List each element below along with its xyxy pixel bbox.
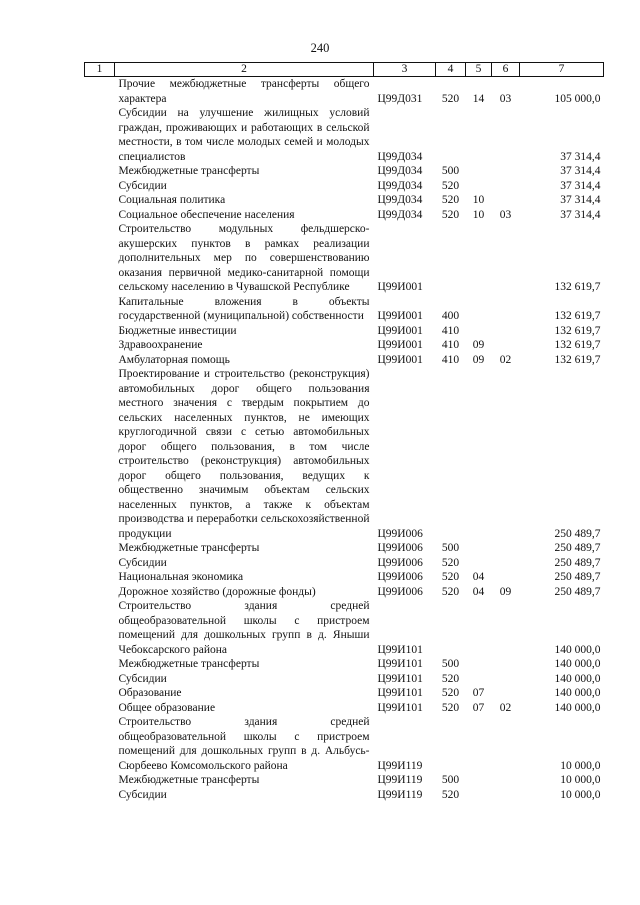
row-number-cell — [85, 686, 115, 701]
row-vr-cell: 500 — [441, 658, 460, 670]
row-vr-cell — [436, 367, 466, 541]
budget-table — [84, 62, 604, 802]
row-rz-cell: 04 — [472, 585, 485, 598]
table-row — [85, 715, 604, 773]
table-row — [85, 788, 604, 803]
table-body — [85, 77, 604, 803]
row-sum-cell: 140 000,0 — [554, 643, 601, 656]
row-number-cell — [85, 338, 115, 353]
row-code-cell: Ц99И101 — [377, 687, 423, 699]
row-sum-cell: 250 489,7 — [554, 556, 601, 569]
table-row — [85, 222, 604, 295]
header-col-7: 7 — [520, 63, 604, 77]
row-number-cell — [85, 773, 115, 788]
table-row — [85, 672, 604, 687]
table-row — [85, 367, 604, 541]
row-rz-cell — [466, 222, 492, 295]
row-code-cell: Ц99Д031 — [377, 92, 423, 105]
row-code-cell: Ц99Д034 — [377, 194, 423, 206]
row-number-cell — [85, 599, 115, 657]
row-code-cell: Ц99Д034 — [377, 150, 423, 163]
row-name-cell: Субсидии — [118, 179, 167, 192]
row-rz-cell — [466, 164, 492, 179]
row-sum-cell: 132 619,7 — [554, 353, 601, 366]
row-sum-cell: 140 000,0 — [554, 672, 601, 685]
row-name-cell: Межбюджетные трансферты — [118, 542, 260, 554]
row-vr-cell: 520 — [441, 585, 460, 598]
row-vr-cell: 410 — [441, 353, 460, 366]
row-number-cell — [85, 556, 115, 571]
row-sum-cell: 37 314,4 — [560, 194, 601, 206]
row-pr-cell — [492, 715, 520, 773]
row-pr-cell — [492, 541, 520, 556]
row-vr-cell: 410 — [441, 339, 460, 351]
row-name-cell: Бюджетные инвестиции — [118, 324, 237, 337]
row-name-cell: Общее образование — [118, 701, 216, 714]
row-number-cell — [85, 672, 115, 687]
row-vr-cell: 520 — [441, 672, 460, 685]
row-vr-cell: 520 — [441, 687, 460, 699]
row-vr-cell: 520 — [441, 701, 460, 714]
row-sum-cell: 105 000,0 — [554, 92, 601, 105]
row-number-cell — [85, 193, 115, 208]
row-sum-cell: 250 489,7 — [554, 585, 601, 598]
header-col-6: 6 — [492, 63, 520, 77]
row-name-cell: Капитальные вложения в объекты государственной (муниципальной) собственности — [118, 295, 370, 322]
row-number-cell — [85, 701, 115, 716]
row-name-cell: Амбулаторная помощь — [118, 353, 230, 366]
row-number-cell — [85, 367, 115, 541]
row-pr-cell — [492, 338, 520, 353]
row-pr-cell — [492, 295, 520, 324]
row-name-cell: Национальная экономика — [118, 571, 244, 583]
row-code-cell: Ц99И006 — [377, 585, 423, 598]
row-rz-cell: 04 — [472, 571, 485, 583]
row-sum-cell: 250 489,7 — [554, 527, 601, 540]
row-name-cell: Социальное обеспечение населения — [118, 208, 295, 221]
row-number-cell — [85, 295, 115, 324]
row-name-cell: Строительство здания средней общеобразовательной школы с пристроем помещений для дошкольных групп в д. Альбусь-Сюрбеево Комсомольского района — [118, 716, 370, 772]
row-name-cell: Субсидии — [118, 556, 167, 569]
row-name-cell: Строительство модульных фельдшерско-акушерских пунктов в рамках реализации дополнительных мер по совершенствованию оказания первичной медико-санитарной помощи сельскому населению в Чувашской Республике — [118, 223, 370, 293]
row-vr-cell: 500 — [441, 542, 460, 554]
row-code-cell: Ц99И006 — [377, 527, 423, 540]
header-col-1: 1 — [85, 63, 115, 77]
row-pr-cell: 02 — [499, 701, 512, 714]
row-pr-cell — [492, 164, 520, 179]
row-vr-cell: 520 — [441, 571, 460, 583]
row-vr-cell: 410 — [441, 324, 460, 337]
row-name-cell: Межбюджетные трансферты — [118, 658, 260, 670]
row-code-cell: Ц99И101 — [377, 701, 423, 714]
row-pr-cell — [492, 657, 520, 672]
row-name-cell: Проектирование и строительство (реконструкция) автомобильных дорог общего пользования местного значения с твердым покрытием до сельских населенных пунктов, не имеющих круглогодичной связи с сетью автомобильных дорог общего пользования, в том числе строительство (реконструкция) автомобильных дорог общего пользования, ведущих к общественно значимым объектам сельских населенных пунктов, а также к объектам производства и переработки сельскохозяйственной продукции — [118, 368, 370, 540]
table-row — [85, 295, 604, 324]
row-name-cell: Дорожное хозяйство (дорожные фонды) — [118, 585, 316, 598]
row-vr-cell: 520 — [441, 208, 460, 221]
table-row — [85, 193, 604, 208]
row-rz-cell — [466, 295, 492, 324]
row-vr-cell — [436, 106, 466, 164]
header-col-5: 5 — [466, 63, 492, 77]
table-row — [85, 541, 604, 556]
row-number-cell — [85, 657, 115, 672]
row-number-cell — [85, 715, 115, 773]
table-row — [85, 106, 604, 164]
row-sum-cell: 132 619,7 — [554, 281, 601, 293]
row-code-cell: Ц99И119 — [377, 759, 423, 772]
table-row — [85, 556, 604, 571]
row-sum-cell: 10 000,0 — [560, 759, 601, 772]
row-code-cell: Ц99И001 — [377, 281, 423, 293]
row-vr-cell: 520 — [441, 179, 460, 192]
row-name-cell: Образование — [118, 687, 182, 699]
row-rz-cell — [466, 179, 492, 194]
row-sum-cell: 10 000,0 — [560, 774, 601, 786]
table-row — [85, 657, 604, 672]
row-rz-cell — [466, 556, 492, 571]
row-name-cell: Здравоохранение — [118, 339, 203, 351]
row-sum-cell: 132 619,7 — [554, 310, 601, 322]
row-number-cell — [85, 324, 115, 339]
row-sum-cell: 37 314,4 — [560, 208, 601, 221]
row-sum-cell: 132 619,7 — [554, 324, 601, 337]
row-rz-cell — [466, 324, 492, 339]
row-pr-cell — [492, 570, 520, 585]
row-rz-cell — [466, 657, 492, 672]
header-col-4: 4 — [436, 63, 466, 77]
table-row — [85, 324, 604, 339]
row-name-cell: Субсидии — [118, 672, 167, 685]
row-vr-cell: 520 — [441, 788, 460, 801]
table-row — [85, 77, 604, 107]
row-number-cell — [85, 164, 115, 179]
row-sum-cell: 140 000,0 — [554, 701, 601, 714]
row-sum-cell: 37 314,4 — [560, 179, 601, 192]
row-sum-cell: 37 314,4 — [560, 150, 601, 163]
row-code-cell: Ц99И006 — [377, 571, 423, 583]
row-rz-cell — [466, 672, 492, 687]
row-rz-cell: 14 — [472, 92, 485, 105]
header-row — [85, 63, 604, 77]
row-pr-cell — [492, 106, 520, 164]
row-vr-cell: 400 — [441, 310, 460, 322]
row-code-cell: Ц99И001 — [377, 324, 423, 337]
row-pr-cell: 03 — [499, 92, 512, 105]
row-pr-cell — [492, 324, 520, 339]
row-sum-cell: 250 489,7 — [554, 571, 601, 583]
row-rz-cell: 07 — [472, 687, 485, 699]
table-row — [85, 164, 604, 179]
row-sum-cell: 10 000,0 — [560, 788, 601, 801]
table-row — [85, 585, 604, 600]
row-pr-cell: 02 — [499, 353, 512, 366]
row-pr-cell — [492, 773, 520, 788]
row-name-cell: Межбюджетные трансферты — [118, 774, 260, 786]
row-code-cell: Ц99И006 — [377, 556, 423, 569]
row-pr-cell — [492, 672, 520, 687]
page-number: 240 — [310, 41, 330, 55]
row-pr-cell — [492, 179, 520, 194]
row-pr-cell — [492, 686, 520, 701]
table-row — [85, 570, 604, 585]
row-number-cell — [85, 77, 115, 107]
table-row — [85, 338, 604, 353]
row-sum-cell: 140 000,0 — [554, 658, 601, 670]
row-vr-cell: 520 — [441, 92, 460, 105]
row-number-cell — [85, 106, 115, 164]
table-row — [85, 179, 604, 194]
row-number-cell — [85, 570, 115, 585]
row-name-cell: Межбюджетные трансферты — [118, 165, 260, 177]
row-rz-cell: 10 — [472, 194, 485, 206]
row-code-cell: Ц99И119 — [377, 788, 423, 801]
row-rz-cell — [466, 788, 492, 803]
row-code-cell: Ц99И001 — [377, 353, 423, 366]
row-code-cell: Ц99И101 — [377, 672, 423, 685]
row-vr-cell — [436, 599, 466, 657]
row-rz-cell: 10 — [472, 208, 485, 221]
header-col-2: 2 — [115, 63, 374, 77]
row-pr-cell: 03 — [499, 208, 512, 221]
row-rz-cell — [466, 106, 492, 164]
table-row — [85, 686, 604, 701]
row-pr-cell — [492, 193, 520, 208]
table-row — [85, 701, 604, 716]
row-code-cell: Ц99И101 — [377, 658, 423, 670]
row-pr-cell — [492, 788, 520, 803]
row-vr-cell: 520 — [441, 556, 460, 569]
row-vr-cell: 520 — [441, 194, 460, 206]
row-number-cell — [85, 585, 115, 600]
row-name-cell: Прочие межбюджетные трансферты общего характера — [118, 78, 370, 105]
row-code-cell: Ц99И001 — [377, 339, 423, 351]
row-pr-cell — [492, 367, 520, 541]
table-row — [85, 208, 604, 223]
row-rz-cell: 09 — [472, 353, 485, 366]
row-rz-cell — [466, 367, 492, 541]
row-code-cell: Ц99Д034 — [377, 165, 423, 177]
row-code-cell: Ц99И119 — [377, 774, 423, 786]
row-rz-cell — [466, 773, 492, 788]
header-col-3: 3 — [374, 63, 436, 77]
row-number-cell — [85, 788, 115, 803]
row-sum-cell: 37 314,4 — [560, 165, 601, 177]
row-pr-cell: 09 — [499, 585, 512, 598]
row-name-cell: Строительство здания средней общеобразовательной школы с пристроем помещений для дошкольных групп в д. Яныши Чебоксарского района — [118, 600, 370, 656]
row-rz-cell — [466, 715, 492, 773]
row-vr-cell — [436, 715, 466, 773]
row-pr-cell — [492, 599, 520, 657]
row-code-cell: Ц99И001 — [377, 310, 423, 322]
row-number-cell — [85, 179, 115, 194]
row-name-cell: Социальная политика — [118, 194, 226, 206]
row-code-cell: Ц99И006 — [377, 542, 423, 554]
row-sum-cell: 250 489,7 — [554, 542, 601, 554]
table-row — [85, 773, 604, 788]
row-number-cell — [85, 541, 115, 556]
row-pr-cell — [492, 556, 520, 571]
row-name-cell: Субсидии — [118, 788, 167, 801]
row-vr-cell: 500 — [441, 165, 460, 177]
row-name-cell: Субсидии на улучшение жилищных условий граждан, проживающих и работающих в сельской местности, в том числе молодых семей и молодых специалистов — [118, 107, 370, 163]
row-rz-cell — [466, 599, 492, 657]
row-code-cell: Ц99Д034 — [377, 208, 423, 221]
row-number-cell — [85, 222, 115, 295]
row-sum-cell: 132 619,7 — [554, 339, 601, 351]
row-code-cell: Ц99Д034 — [377, 179, 423, 192]
row-code-cell: Ц99И101 — [377, 643, 423, 656]
row-number-cell — [85, 353, 115, 368]
row-number-cell — [85, 208, 115, 223]
table-row — [85, 599, 604, 657]
row-vr-cell: 500 — [441, 774, 460, 786]
row-sum-cell: 140 000,0 — [554, 687, 601, 699]
row-rz-cell: 09 — [472, 339, 485, 351]
row-vr-cell — [436, 222, 466, 295]
row-pr-cell — [492, 222, 520, 295]
table-row — [85, 353, 604, 368]
row-rz-cell: 07 — [472, 701, 485, 714]
row-rz-cell — [466, 541, 492, 556]
